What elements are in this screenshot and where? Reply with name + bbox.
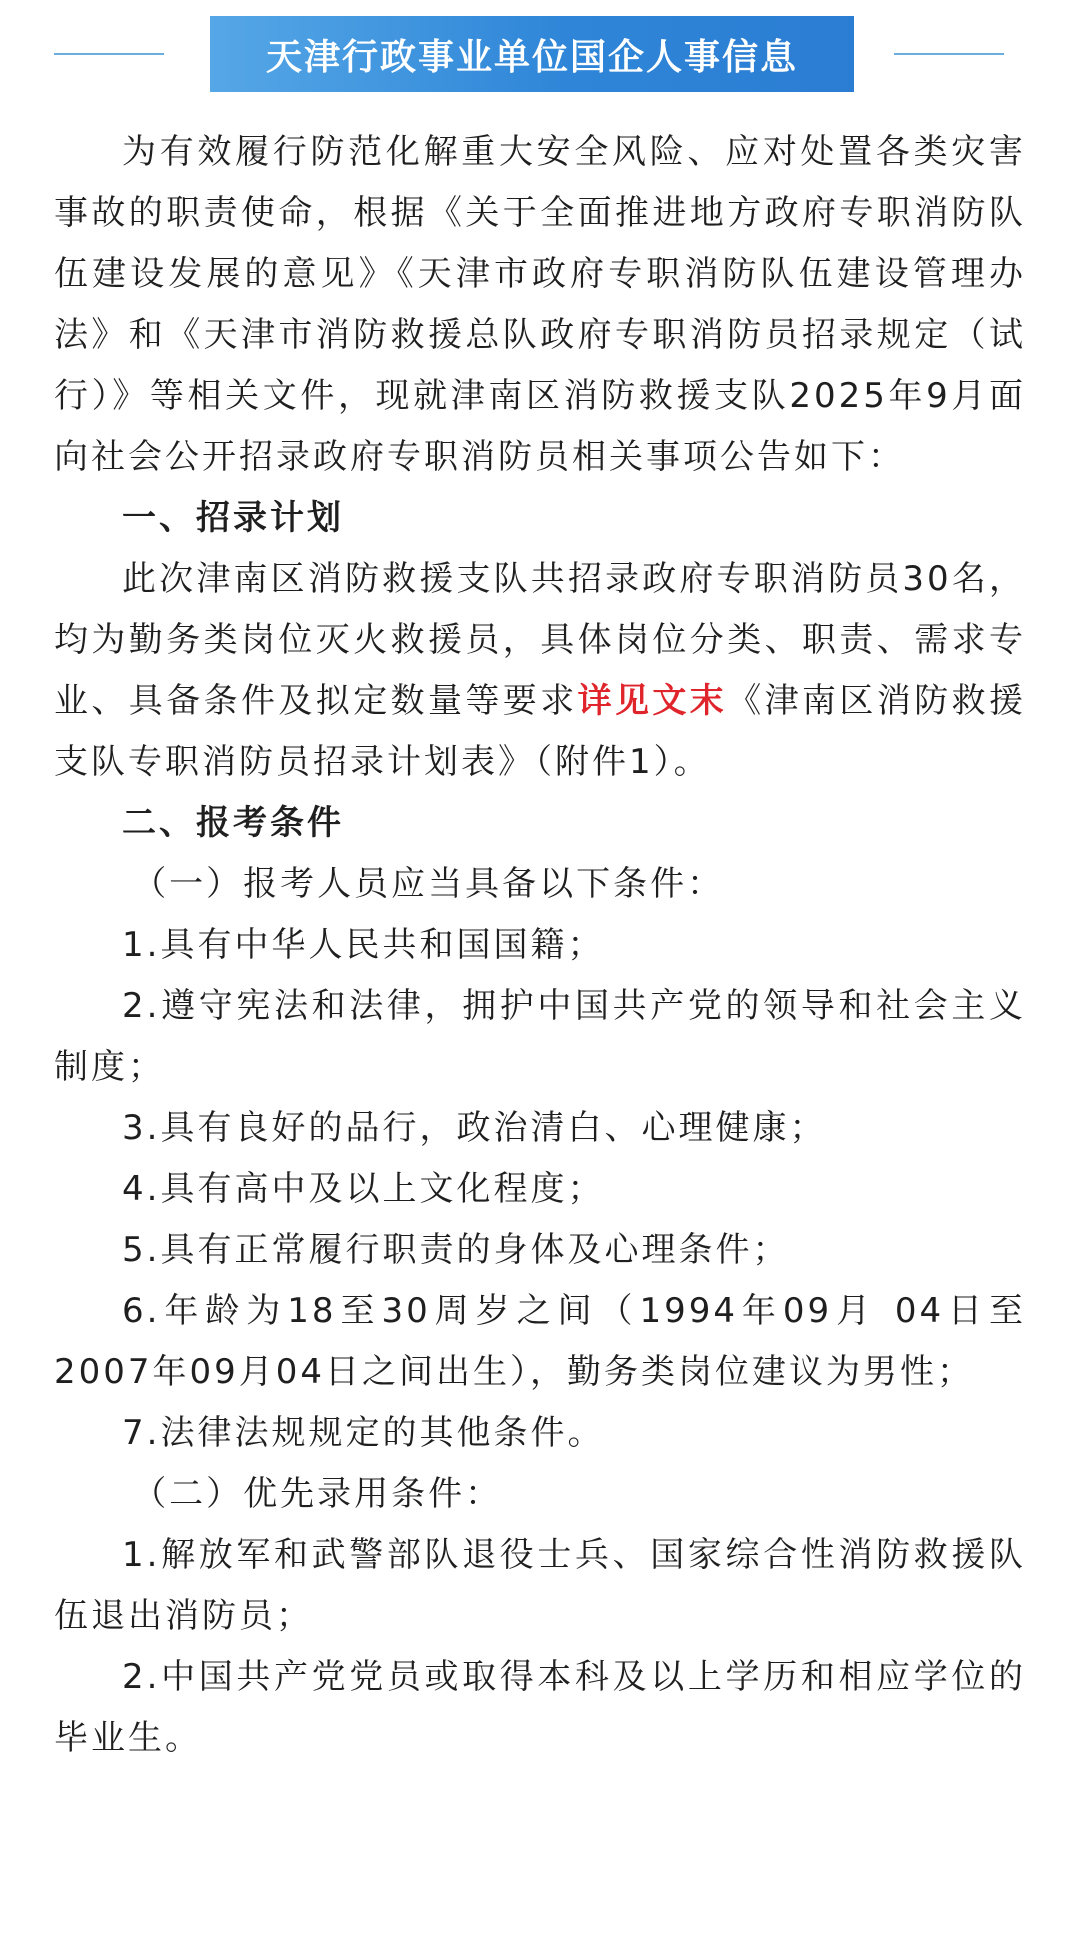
page-title: 天津行政事业单位国企人事信息 — [265, 36, 798, 78]
list-item: 6.年龄为18至30周岁之间（1994年09月 04日至2007年09月04日之间出生），勤务类岗位建议为男性； — [54, 1291, 1026, 1392]
sub2-title: （二）优先录用条件： — [132, 1474, 503, 1514]
list-item: 7.法律法规规定的其他条件。 — [122, 1413, 605, 1453]
list-item: 1.解放军和武警部队退役士兵、国家综合性消防救援队伍退出消防员； — [54, 1535, 1026, 1636]
page-title-banner — [210, 16, 854, 92]
section1-text-after: 《津南区消防救援支队专职消防员招录计划表》（附件1）。 — [54, 681, 1027, 782]
details-at-end-highlight: 详见文末 — [577, 681, 728, 721]
sub1-title: （一）报考人员应当具备以下条件： — [132, 864, 725, 904]
list-item: 4.具有高中及以上文化程度； — [122, 1169, 605, 1209]
list-item: 3.具有良好的品行，政治清白、心理健康； — [122, 1108, 827, 1148]
list-item: 2.遵守宪法和法律，拥护中国共产党的领导和社会主义制度； — [54, 986, 1026, 1087]
list-item: 5.具有正常履行职责的身体及心理条件； — [122, 1230, 790, 1270]
header — [0, 16, 1080, 92]
section1-text-before: 此次津南区消防救援支队共招录政府专职消防员30名，均为勤务类岗位灭火救援员，具体岗位分类、职责、需求专业、具备条件及拟定数量等要求 — [54, 559, 1026, 721]
section1-paragraph — [54, 549, 1026, 793]
section2-heading: 二、报考条件 — [122, 803, 344, 843]
list-item: 1.具有中华人民共和国国籍； — [122, 925, 605, 965]
intro-paragraph: 为有效履行防范化解重大安全风险、应对处置各类灾害事故的职责使命，根据《关于全面推进地方政府专职消防队伍建设发展的意见》《天津市政府专职消防队伍建设管理办法》和《天津市消防救援总队政府专职消防员招录规定（试行）》等相关文件，现就津南区消防救援支队2025年9月面向社会公开招录政府专职消防员相关事项公告如下： — [54, 132, 1026, 477]
list-item: 2.中国共产党党员或取得本科及以上学历和相应学位的毕业生。 — [54, 1657, 1026, 1758]
section1-heading: 一、招录计划 — [122, 498, 344, 538]
header-rule-right — [894, 53, 1004, 55]
header-rule-left — [54, 53, 164, 55]
article-body — [54, 122, 1026, 1769]
